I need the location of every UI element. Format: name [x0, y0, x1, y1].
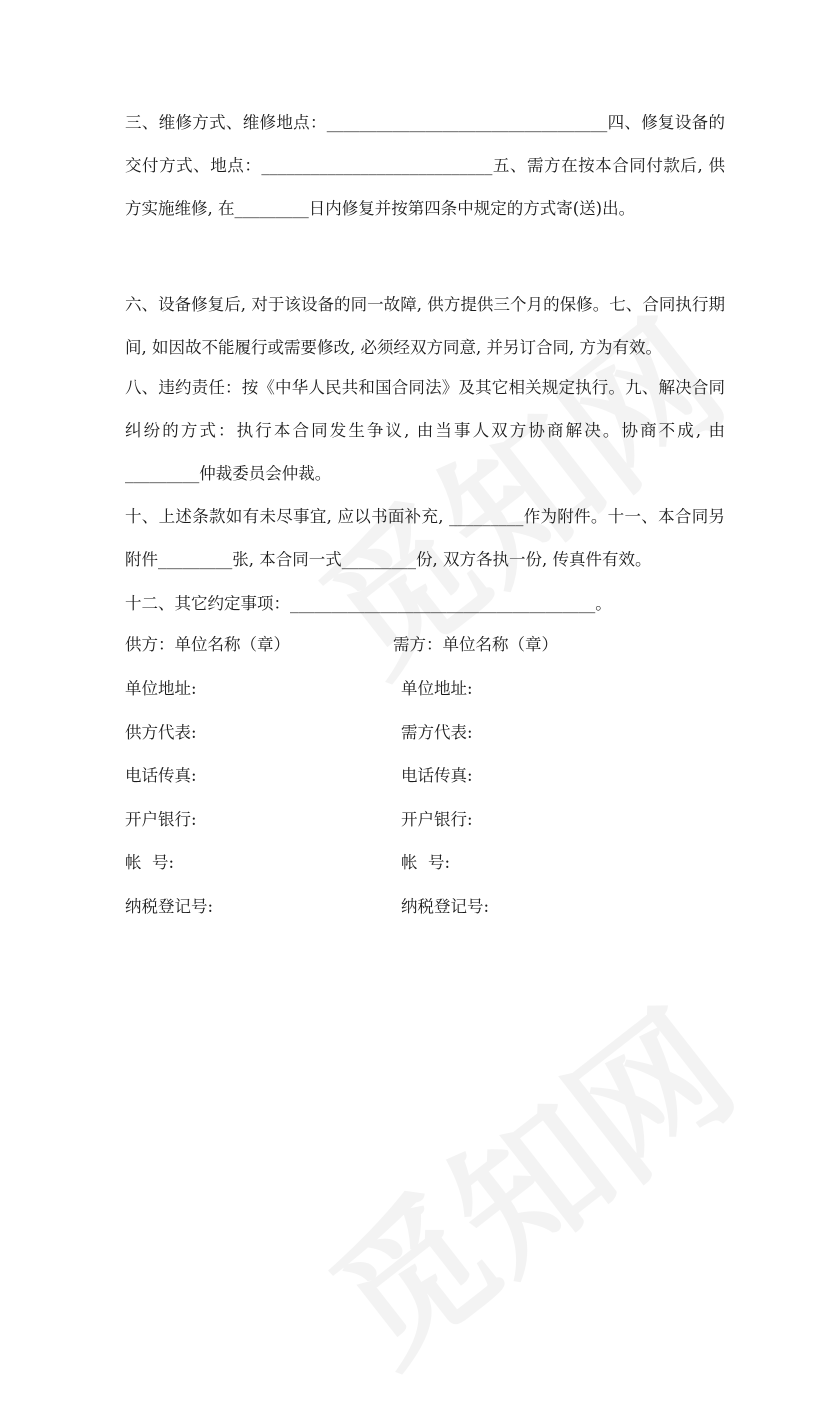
supplier-rep: 供方代表:	[125, 723, 197, 742]
buyer-account: 帐 号:	[401, 853, 451, 872]
buyer-name: 需方：单位名称（章）	[393, 635, 558, 654]
clause-12: 十二、其它约定事项：_____________________________________。	[125, 594, 612, 613]
buyer-phone: 电话传真:	[401, 766, 473, 785]
supplier-phone: 电话传真:	[125, 766, 197, 785]
supplier-address: 单位地址:	[125, 679, 197, 698]
buyer-bank: 开户银行:	[401, 810, 473, 829]
supplier-account: 帐 号:	[125, 853, 175, 872]
buyer-address: 单位地址:	[401, 679, 473, 698]
supplier-tax-id: 纳税登记号:	[125, 897, 214, 916]
watermark-bottom	[281, 954, 769, 1401]
buyer-rep: 需方代表:	[401, 723, 473, 742]
clause-3-4-5: 三、维修方式、维修地点：__________________________________四、修复设备的交付方式、地点：____________________________五、需方在按本合同付款后, 供方实施维修, 在_________日内修复并按第四条中规定的方式寄(送)出。	[125, 113, 725, 218]
supplier-name: 供方：单位名称（章）	[125, 635, 290, 654]
clause-10-11: 十、上述条款如有未尽事宜, 应以书面补充, _________作为附件。十一、本合同另附件_________张, 本合同一式_________份, 双方各执一份, 传真件有效。	[125, 507, 725, 569]
buyer-tax-id: 纳税登记号:	[401, 897, 490, 916]
clause-6-7: 六、设备修复后, 对于该设备的同一故障, 供方提供三个月的保修。七、合同执行期间, 如因故不能履行或需要修改, 必须经双方同意, 并另订合同, 方为有效。	[125, 295, 725, 357]
clause-8-9: 八、违约责任：按《中华人民共和国合同法》及其它相关规定执行。九、解决合同纠纷的方式：执行本合同发生争议, 由当事人双方协商解决。协商不成, 由_________仲裁委员会仲裁。	[125, 378, 725, 483]
supplier-bank: 开户银行:	[125, 810, 197, 829]
